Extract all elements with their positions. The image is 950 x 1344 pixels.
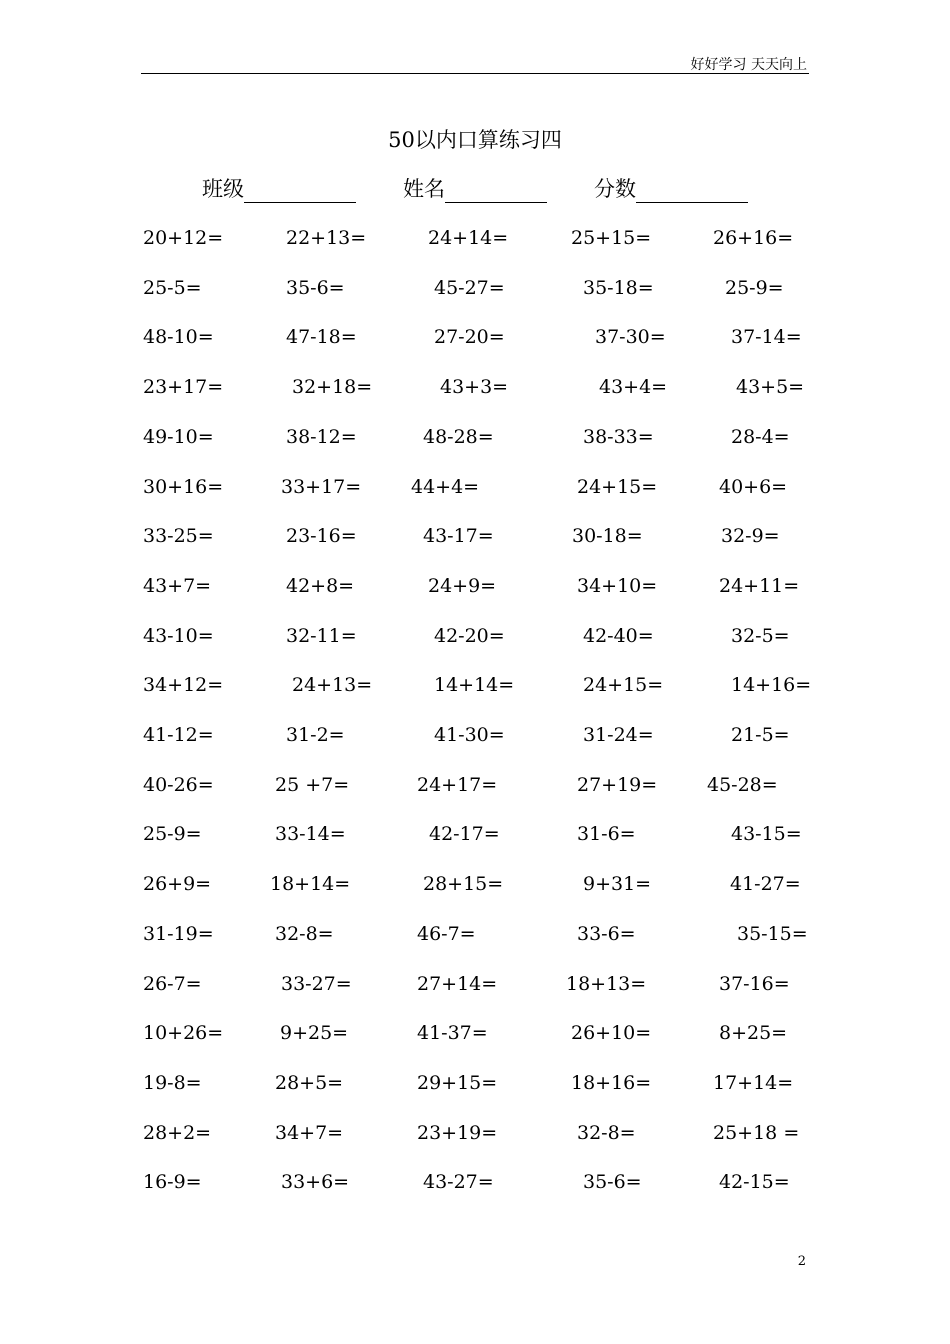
- arithmetic-problem: 33-25=: [143, 525, 214, 548]
- arithmetic-problem: 40-26=: [143, 773, 214, 796]
- page-number: 2: [797, 1254, 806, 1269]
- arithmetic-problem: 25-5=: [143, 276, 202, 299]
- arithmetic-problem: 26+9=: [143, 873, 212, 896]
- arithmetic-problem: 25 +7=: [275, 773, 350, 796]
- arithmetic-problem: 37-14=: [731, 326, 802, 349]
- arithmetic-problem: 44+4=: [411, 475, 480, 498]
- name-blank-line[interactable]: [445, 180, 547, 203]
- arithmetic-problem: 16-9=: [143, 1171, 202, 1194]
- arithmetic-problem: 9+31=: [583, 873, 652, 896]
- arithmetic-problem: 48-28=: [423, 425, 494, 448]
- class-label: 班级: [202, 177, 244, 201]
- arithmetic-problem: 37-16=: [719, 972, 790, 995]
- arithmetic-problem: 32+18=: [292, 376, 373, 399]
- arithmetic-problem: 41-30=: [434, 724, 505, 746]
- arithmetic-problem: 32-11=: [286, 624, 357, 647]
- arithmetic-problem: 43-27=: [423, 1171, 494, 1194]
- arithmetic-problem: 17+14=: [713, 1071, 794, 1094]
- arithmetic-problem: 14+16=: [731, 674, 812, 697]
- arithmetic-problem: 19-8=: [143, 1071, 202, 1094]
- score-label: 分数: [594, 177, 636, 201]
- arithmetic-problem: 26+16=: [713, 227, 794, 249]
- arithmetic-problem: 41-27=: [730, 873, 801, 896]
- arithmetic-problem: 33+6=: [281, 1171, 350, 1194]
- arithmetic-problem: 45-27=: [434, 276, 505, 299]
- arithmetic-problem: 9+25=: [280, 1022, 349, 1045]
- arithmetic-problem: 32-8=: [275, 922, 334, 945]
- arithmetic-problem: 33-14=: [275, 823, 346, 846]
- arithmetic-problem: 10+26=: [143, 1022, 224, 1045]
- arithmetic-problem: 24+11=: [719, 574, 800, 597]
- arithmetic-problem: 33-6=: [577, 922, 636, 945]
- arithmetic-problem: 31-6=: [577, 823, 636, 846]
- arithmetic-problem: 24+14=: [428, 227, 509, 249]
- arithmetic-problem: 43+4=: [599, 376, 668, 399]
- arithmetic-problem: 38-33=: [583, 425, 654, 448]
- arithmetic-problem: 35-6=: [583, 1171, 642, 1194]
- arithmetic-problem: 25+15=: [571, 227, 652, 249]
- arithmetic-problem: 33+17=: [281, 475, 362, 498]
- arithmetic-problem: 43-10=: [143, 624, 214, 647]
- arithmetic-problem: 34+10=: [577, 574, 658, 597]
- arithmetic-problem: 24+9=: [428, 574, 497, 597]
- score-blank-line[interactable]: [636, 180, 748, 203]
- arithmetic-problem: 38-12=: [286, 425, 357, 448]
- name-field: [403, 173, 547, 203]
- arithmetic-problem: 45-28=: [707, 773, 778, 796]
- header-rule: [141, 73, 809, 74]
- arithmetic-problem: 24+13=: [292, 674, 373, 697]
- arithmetic-problem: 43+3=: [440, 376, 509, 399]
- arithmetic-problem: 32-8=: [577, 1121, 636, 1144]
- arithmetic-problem: 28+5=: [275, 1071, 344, 1094]
- arithmetic-problem: 23+17=: [143, 376, 224, 399]
- arithmetic-problem: 25-9=: [725, 276, 784, 299]
- arithmetic-problem: 46-7=: [417, 922, 476, 945]
- arithmetic-problem: 30-18=: [572, 525, 643, 548]
- arithmetic-problem: 42-20=: [434, 624, 505, 647]
- arithmetic-problem: 30+16=: [143, 475, 224, 498]
- arithmetic-problem: 27-20=: [434, 326, 505, 349]
- arithmetic-problem: 21-5=: [731, 724, 790, 746]
- arithmetic-problem: 42+8=: [286, 574, 355, 597]
- arithmetic-problem: 41-12=: [143, 724, 214, 746]
- arithmetic-problem: 42-17=: [429, 823, 500, 846]
- arithmetic-problem: 14+14=: [434, 674, 515, 697]
- page-title: 50以内口算练习四: [388, 128, 562, 152]
- arithmetic-problem: 22+13=: [286, 227, 367, 249]
- arithmetic-problem: 26-7=: [143, 972, 202, 995]
- arithmetic-problem: 24+17=: [417, 773, 498, 796]
- arithmetic-problem: 31-24=: [583, 724, 654, 746]
- arithmetic-problem: 40+6=: [719, 475, 788, 498]
- arithmetic-problem: 35-6=: [286, 276, 345, 299]
- arithmetic-problem: 47-18=: [286, 326, 357, 349]
- arithmetic-problem: 43-17=: [423, 525, 494, 548]
- arithmetic-problem: 33-27=: [281, 972, 352, 995]
- arithmetic-problem: 27+14=: [417, 972, 498, 995]
- arithmetic-problem: 42-40=: [583, 624, 654, 647]
- arithmetic-problem: 35-18=: [583, 276, 654, 299]
- arithmetic-problem: 28+15=: [423, 873, 504, 896]
- arithmetic-problem: 23-16=: [286, 525, 357, 548]
- arithmetic-problem: 41-37=: [417, 1022, 488, 1045]
- arithmetic-problem: 37-30=: [595, 326, 666, 349]
- arithmetic-problem: 35-15=: [737, 922, 808, 945]
- arithmetic-problem: 25+18 =: [713, 1121, 800, 1144]
- arithmetic-problem: 25-9=: [143, 823, 202, 846]
- header-motto: 好好学习 天天向上: [690, 57, 807, 73]
- arithmetic-problem: 43+7=: [143, 574, 212, 597]
- arithmetic-problem: 18+13=: [566, 972, 647, 995]
- class-field: [202, 173, 356, 203]
- arithmetic-problem: 49-10=: [143, 425, 214, 448]
- arithmetic-problem: 43+5=: [736, 376, 805, 399]
- arithmetic-problem: 34+7=: [275, 1121, 344, 1144]
- arithmetic-problem: 31-19=: [143, 922, 214, 945]
- arithmetic-problem: 32-5=: [731, 624, 790, 647]
- arithmetic-problem: 28+2=: [143, 1121, 212, 1144]
- score-field: [594, 173, 748, 203]
- arithmetic-problem: 31-2=: [286, 724, 345, 746]
- arithmetic-problem: 23+19=: [417, 1121, 498, 1144]
- arithmetic-problem: 20+12=: [143, 227, 224, 249]
- class-blank-line[interactable]: [244, 180, 356, 203]
- arithmetic-problem: 24+15=: [583, 674, 664, 697]
- arithmetic-problem: 28-4=: [731, 425, 790, 448]
- arithmetic-problem: 18+14=: [270, 873, 351, 896]
- arithmetic-problem: 42-15=: [719, 1171, 790, 1194]
- arithmetic-problem: 27+19=: [577, 773, 658, 796]
- arithmetic-problem: 43-15=: [731, 823, 802, 846]
- arithmetic-problem: 29+15=: [417, 1071, 498, 1094]
- arithmetic-problem: 48-10=: [143, 326, 214, 349]
- arithmetic-problem: 24+15=: [577, 475, 658, 498]
- arithmetic-problem: 32-9=: [721, 525, 780, 548]
- arithmetic-problem: 26+10=: [571, 1022, 652, 1045]
- arithmetic-problem: 8+25=: [719, 1022, 788, 1045]
- arithmetic-problem: 18+16=: [571, 1071, 652, 1094]
- name-label: 姓名: [403, 177, 445, 201]
- arithmetic-problem: 34+12=: [143, 674, 224, 697]
